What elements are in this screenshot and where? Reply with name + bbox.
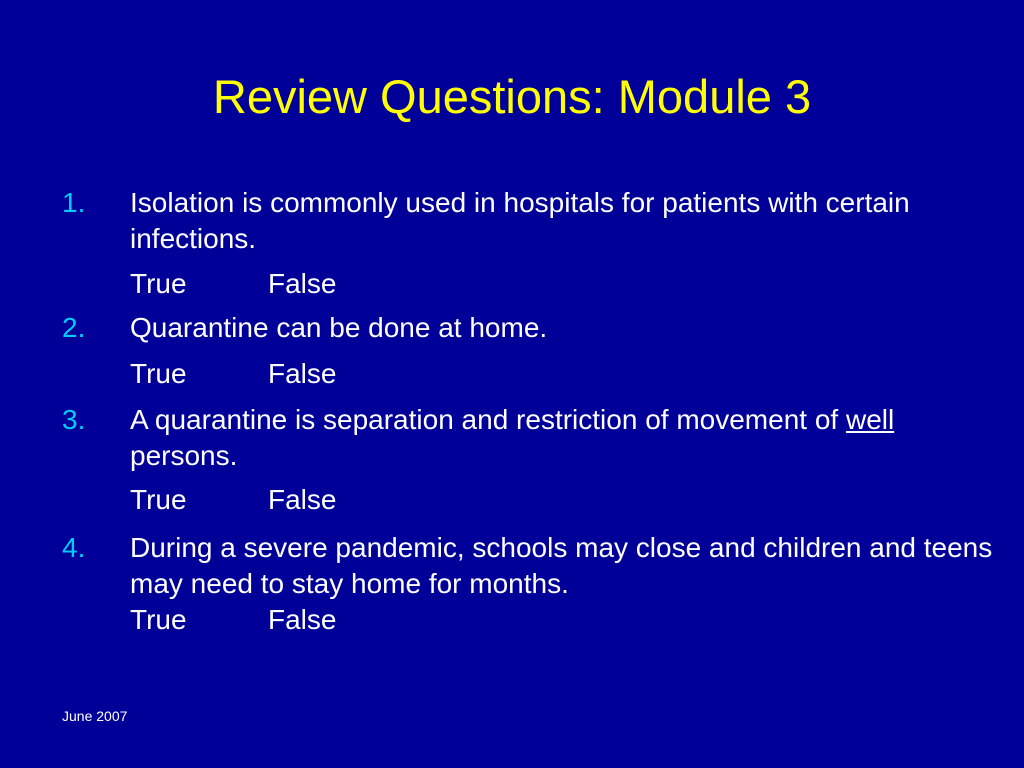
false-option: False xyxy=(268,604,337,635)
question-text xyxy=(130,402,1002,474)
false-option: False xyxy=(268,484,337,515)
answer-options-3 xyxy=(130,482,530,518)
question-2 xyxy=(62,310,1002,346)
question-number: 4. xyxy=(62,532,86,563)
question-4 xyxy=(62,530,1002,602)
slide-footer-date: June 2007 xyxy=(62,708,128,724)
true-option: True xyxy=(130,268,187,299)
question-text: During a severe pandemic, schools may close and children and teens may need to stay home for months. xyxy=(130,532,993,599)
answer-options-1 xyxy=(130,266,530,302)
false-option: False xyxy=(268,358,337,389)
question-number: 1. xyxy=(62,187,86,218)
question-text: Isolation is commonly used in hospitals for patients with certain infections. xyxy=(130,187,910,254)
question-1 xyxy=(62,185,1002,257)
question-number: 3. xyxy=(62,404,86,435)
question-3 xyxy=(62,402,1002,474)
question-number: 2. xyxy=(62,312,86,343)
false-option: False xyxy=(268,268,337,299)
answer-options-2 xyxy=(130,356,530,392)
true-option: True xyxy=(130,604,187,635)
true-option: True xyxy=(130,358,187,389)
underlined-word: well xyxy=(845,404,895,435)
question-text-end: persons. xyxy=(130,440,238,471)
true-option: True xyxy=(130,484,187,515)
slide-title: Review Questions: Module 3 xyxy=(212,70,812,123)
question-text: Quarantine can be done at home. xyxy=(130,312,548,343)
question-text-start: A quarantine is separation and restriction of movement of xyxy=(130,404,846,435)
answer-options-4 xyxy=(130,602,530,638)
